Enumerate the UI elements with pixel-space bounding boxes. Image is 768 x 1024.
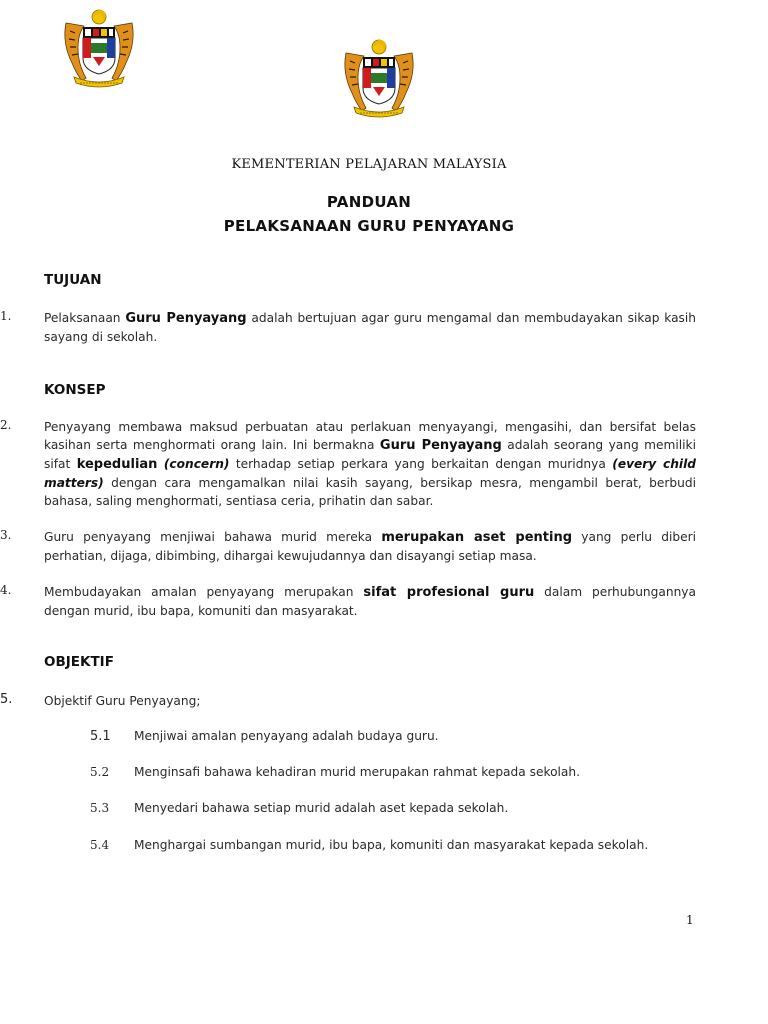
paragraph-number: 5.	[0, 692, 13, 707]
emphasis-text: Guru Penyayang	[379, 438, 502, 453]
paragraph-number: 1.	[0, 309, 12, 323]
section-heading-objektif: OBJEKTIF	[44, 654, 114, 670]
objective-text: Menginsafi bahawa kehadiran murid merupakan rahmat kepada sekolah.	[134, 765, 580, 779]
paragraph-text: Membudayakan amalan penyayang merupakan	[44, 585, 364, 599]
paragraph-body	[44, 418, 696, 510]
document-title-line2: PELAKSANAAN GURU PENYAYANG	[223, 217, 515, 235]
ministry-name: KEMENTERIAN PELAJARAN MALAYSIA	[231, 157, 507, 172]
page-number: 1	[686, 913, 694, 927]
coat-of-arms-right-icon	[338, 35, 420, 125]
paragraph-text: Guru penyayang menjiwai bahawa murid mereka	[44, 530, 382, 544]
paragraph-body	[44, 528, 696, 565]
paragraph-number: 4.	[0, 583, 12, 597]
paragraph-body	[44, 692, 696, 710]
objective-text: Menjiwai amalan penyayang adalah budaya guru.	[134, 729, 439, 743]
emphasis-text: (every child matters)	[44, 457, 697, 490]
paragraph-text: Objektif Guru Penyayang;	[44, 694, 201, 708]
paragraph-body	[44, 309, 696, 346]
paragraph-text: adalah bertujuan agar guru mengamal dan membudayakan sikap kasih sayang di sekolah.	[44, 311, 697, 344]
emphasis-text: Guru Penyayang	[125, 311, 247, 326]
objective-text: Menyedari bahawa setiap murid adalah aset kepada sekolah.	[134, 801, 509, 815]
objective-text: Menghargai sumbangan murid, ibu bapa, komuniti dan masyarakat kepada sekolah.	[134, 838, 649, 852]
paragraph-text: dengan cara mengamalkan nilai kasih sayang, bersikap mesra, mengambil berat, berbudi bahasa, saling menghormati, sentiasa ceria, prihatin dan sabar.	[44, 476, 696, 508]
objective-number: 5.2	[90, 765, 110, 779]
coat-of-arms-left-icon	[58, 5, 140, 95]
paragraph-text: dalam perhubungannya dengan murid, ibu bapa, komuniti dan masyarakat.	[44, 585, 696, 618]
section-heading-konsep: KONSEP	[44, 382, 106, 398]
paragraph-text: Pelaksanaan	[44, 311, 126, 325]
paragraph-text: terhadap setiap perkara yang berkaitan dengan muridnya	[229, 457, 613, 471]
paragraph-number: 3.	[0, 528, 12, 542]
emphasis-text: kepedulian	[76, 457, 158, 472]
objective-number: 5.3	[90, 801, 110, 815]
document-title-line1: PANDUAN	[326, 193, 412, 211]
objective-number: 5.4	[90, 838, 110, 852]
emphasis-text: (concern)	[163, 457, 230, 471]
paragraph-text: Penyayang membawa maksud perbuatan atau perlakuan menyayangi, mengasihi, dan bersifat belas kasihan serta menghormati orang lain. Ini bermakna	[44, 420, 696, 452]
objective-number: 5.1	[90, 729, 111, 744]
paragraph-number: 2.	[0, 418, 12, 432]
paragraph-text: yang perlu diberi perhatian, dijaga, dibimbing, dihargai kewujudannya dan disayangi setiap masa.	[44, 530, 697, 563]
section-heading-tujuan: TUJUAN	[44, 272, 102, 288]
emphasis-text: merupakan aset penting	[381, 530, 573, 545]
paragraph-body	[44, 583, 696, 620]
paragraph-text: adalah seorang yang memiliki sifat	[44, 438, 696, 471]
emphasis-text: sifat profesional guru	[363, 585, 535, 600]
